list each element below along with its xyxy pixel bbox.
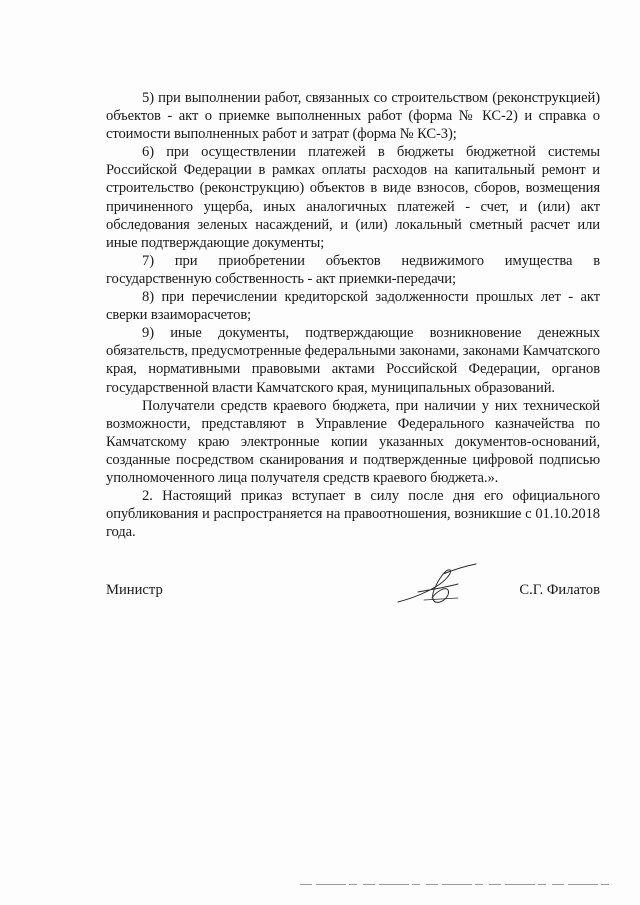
paragraph-item-6: 6) при осуществлении платежей в бюджеты бюджетной системы Российской Федерации в рамках оплаты расходов на капитальный ремонт и строительство (реконструкцию) объектов в виде взносов, сборов, возмещения причиненного ущерба, иных аналогичных платежей - счет, и (или) акт обследования зеленых насаждений, и (или) локальный сметный расчет или иные подтверждающие документы; bbox=[106, 144, 600, 251]
paragraph-item-5: 5) при выполнении работ, связанных со строительством (реконструкцией) объектов - акт о приемке выполненных работ (форма № КС-2) и справка о стоимости выполненных работ и затрат (форма № КС-3); bbox=[106, 90, 600, 143]
paragraph-item-7: 7) при приобретении объектов недвижимого имущества в государственную собственность - акт приемки-передачи; bbox=[106, 252, 600, 287]
signatory-name: С.Г. Филатов bbox=[519, 582, 600, 598]
paragraph-item-9: 9) иные документы, подтверждающие возникновение денежных обязательств, предусмотренные федеральными законами, законами Камчатского края, нормативными правовыми актами Российской Федерации, органов государственной власти Камчатского края, муниципальных образований. bbox=[106, 325, 600, 396]
signatory-title: Министр bbox=[106, 582, 163, 598]
signature-block bbox=[106, 582, 600, 622]
paragraph-item-8: 8) при перечислении кредиторской задолженности прошлых лет - акт сверки взаиморасчетов; bbox=[106, 289, 600, 324]
paragraph-effective-date: 2. Настоящий приказ вступает в силу после дня его официального опубликования и распространяется на правоотношения, возникшие с 01.10.2018 года. bbox=[106, 488, 600, 541]
document-body bbox=[106, 89, 600, 541]
handwritten-signature bbox=[388, 562, 478, 612]
paragraph-recipients-note: Получатели средств краевого бюджета, при наличии у них технической возможности, представляют в Управление Федерального казначейства по Камчатскому краю электронные копии указанных документов-оснований, созданные посредством сканирования и подтвержденные цифровой подписью уполномоченного лица получателя средств краевого бюджета.». bbox=[106, 397, 600, 486]
scan-artifact-line bbox=[300, 884, 610, 885]
